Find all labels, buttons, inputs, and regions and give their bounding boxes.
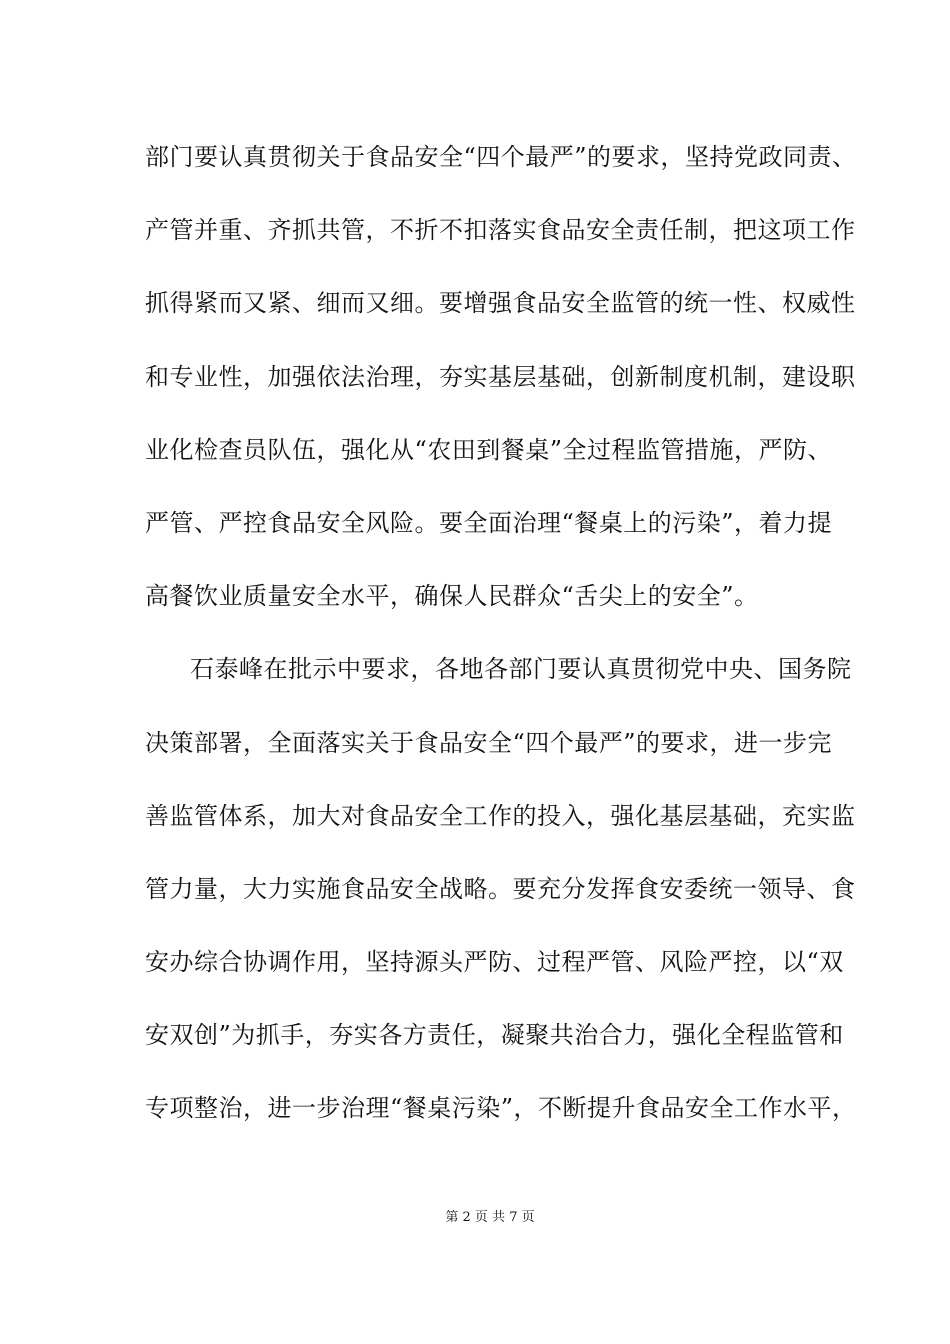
text-line: 产管并重、齐抓共管，不折不扣落实食品安全责任制，把这项工作 <box>145 216 856 245</box>
text-line: 高餐饮业质量安全水平，确保人民群众“舌尖上的安全”。 <box>145 582 759 611</box>
text-line: 严管、严控食品安全风险。要全面治理“餐桌上的污染”，着力提 <box>145 508 833 537</box>
paragraph-start-line: 石泰峰在批示中要求，各地各部门要认真贯彻党中央、国务院 <box>190 655 852 684</box>
text-line: 管力量，大力实施食品安全战略。要充分发挥食安委统一领导、食 <box>145 874 856 903</box>
text-line: 和专业性，加强依法治理，夯实基层基础，创新制度机制，建设职 <box>145 362 856 391</box>
page-number-footer: 第 2 页 共 7 页 <box>445 1210 535 1225</box>
text-line: 业化检查员队伍，强化从“农田到餐桌”全过程监管措施，严防、 <box>145 435 833 464</box>
text-line: 善监管体系，加大对食品安全工作的投入，强化基层基础，充实监 <box>145 801 856 830</box>
body-text <box>145 128 857 1153</box>
text-line: 抓得紧而又紧、细而又细。要增强食品安全监管的统一性、权威性 <box>145 289 856 318</box>
text-line: 部门要认真贯彻关于食品安全“四个最严”的要求，坚持党政同责、 <box>145 143 857 171</box>
text-line: 安办综合协调作用，坚持源头严防、过程严管、风险严控，以“双 <box>145 948 844 977</box>
text-line: 安双创”为抓手，夯实各方责任，凝聚共治合力，强化全程监管和 <box>145 1021 844 1050</box>
text-line: 专项整治，进一步治理“餐桌污染”，不断提升食品安全工作水平， <box>145 1094 857 1123</box>
text-line: 决策部署，全面落实关于食品安全“四个最严”的要求，进一步完 <box>145 728 833 757</box>
